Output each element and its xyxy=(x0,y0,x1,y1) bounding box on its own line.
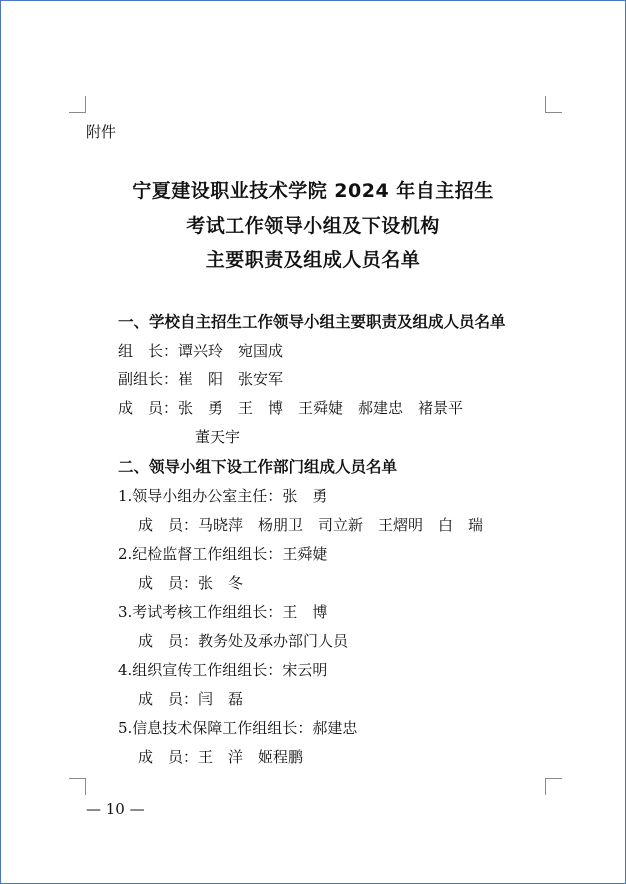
leader-row xyxy=(118,340,283,361)
group-3-members: 成 员：教务处及承办部门人员 xyxy=(138,632,349,650)
section-1-heading: 一、学校自主招生工作领导小组主要职责及组成人员名单 xyxy=(118,313,506,331)
deputy-leader-names: 崔 阳 张安军 xyxy=(178,370,284,388)
leader-names: 谭兴玲 宛国成 xyxy=(178,342,284,360)
group-1-head: 1.领导小组办公室主任：张 勇 xyxy=(118,487,328,505)
members-label: 成 员： xyxy=(118,399,179,417)
group-2-members: 成 员：张 冬 xyxy=(138,574,244,592)
members-names-continued: 董天宇 xyxy=(195,428,241,446)
members-row xyxy=(118,397,463,418)
crop-mark-top-right xyxy=(545,96,562,113)
title-line-3: 主要职责及组成人员名单 xyxy=(205,249,421,271)
group-2-head: 2.纪检监督工作组组长：王舜婕 xyxy=(118,545,328,563)
members-names: 张 勇 王 博 王舜婕 郝建忠 褚景平 xyxy=(178,399,464,417)
group-1-members: 成 员：马晓萍 杨朋卫 司立新 王熠明 白 瑞 xyxy=(138,516,484,534)
group-5-members: 成 员：王 洋 姬程鹏 xyxy=(138,748,304,766)
members-row-continued xyxy=(195,426,240,447)
deputy-leader-label: 副组长： xyxy=(118,370,179,388)
page-number: — 10 — xyxy=(86,800,145,818)
group-4-head: 4.组织宣传工作组组长：宋云明 xyxy=(118,661,328,679)
group-5-head: 5.信息技术保障工作组组长：郝建忠 xyxy=(118,719,358,737)
title-line-1: 宁夏建设职业技术学院 2024 年自主招生 xyxy=(132,180,494,202)
crop-mark-top-left xyxy=(69,96,86,113)
attachment-label: 附件 xyxy=(86,123,117,141)
group-4-members: 成 员：闫 磊 xyxy=(138,690,244,708)
group-3-head: 3.考试考核工作组组长：王 博 xyxy=(118,603,328,621)
title-line-2: 考试工作领导小组及下设机构 xyxy=(186,215,440,237)
leader-label: 组 长： xyxy=(118,342,179,360)
section-2-heading: 二、领导小组下设工作部门组成人员名单 xyxy=(118,458,398,476)
crop-mark-bottom-right xyxy=(545,778,562,795)
deputy-leader-row xyxy=(118,368,283,389)
crop-mark-bottom-left xyxy=(69,778,86,795)
